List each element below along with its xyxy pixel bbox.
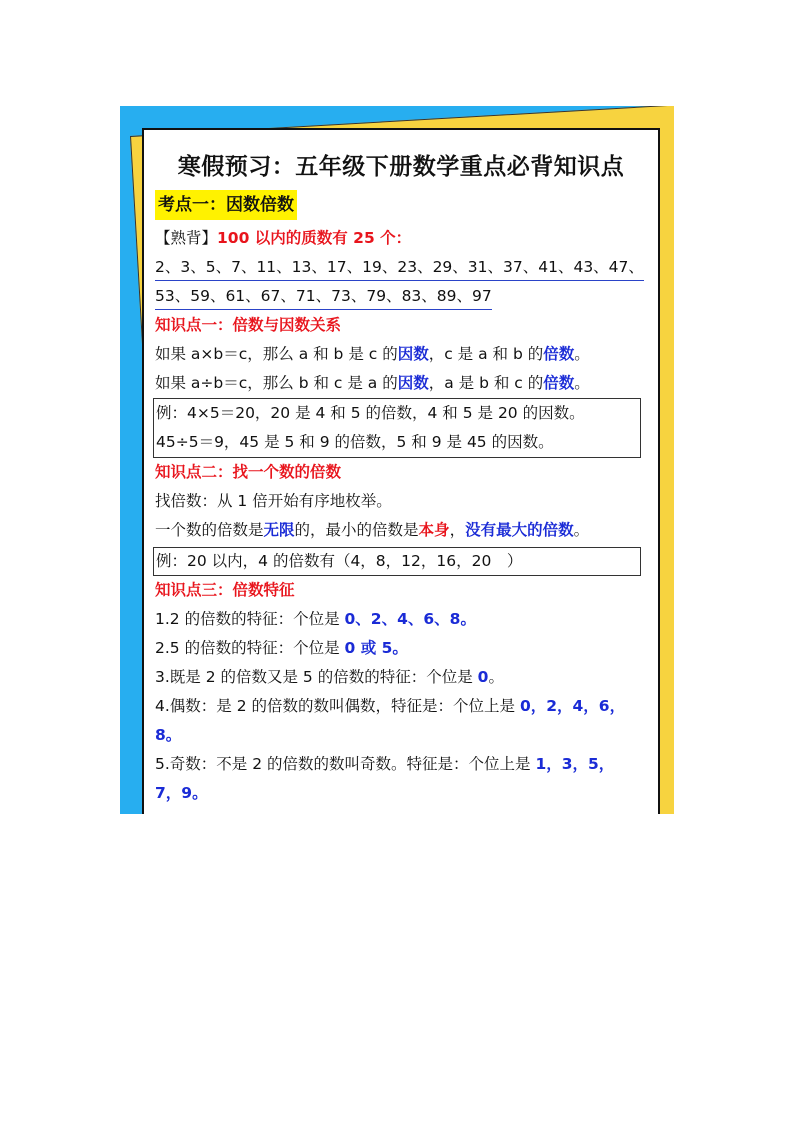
relation-1-text-2: ，c 是 a 和 b 的 xyxy=(428,345,544,363)
feature-5 xyxy=(155,750,649,779)
feature-2 xyxy=(155,634,649,663)
feature-5-digits: 1，3，5， xyxy=(535,755,615,773)
feature-4-digits-cont: 8。 xyxy=(155,726,182,744)
relation-1-multiple: 倍数 xyxy=(543,345,575,363)
section-heading: 考点一：因数倍数 xyxy=(155,190,297,220)
itself-keyword: 本身 xyxy=(418,521,450,539)
feature-4 xyxy=(155,692,649,721)
infinite-text-a: 一个数的倍数是 xyxy=(155,521,264,539)
infinite-line xyxy=(155,516,649,545)
feature-3-text: 3.既是 2 的倍数又是 5 的倍数的特征：个位是 xyxy=(155,668,478,686)
relation-2-factor: 因数 xyxy=(397,374,429,392)
feature-4-text: 4.偶数：是 2 的倍数的数叫偶数，特征是：个位上是 xyxy=(155,697,520,715)
feature-2-digits: 0 或 5。 xyxy=(344,639,408,657)
feature-5-cont xyxy=(155,779,649,808)
feature-5-digits-cont: 7，9。 xyxy=(155,784,208,802)
feature-3 xyxy=(155,663,649,692)
page-title: 寒假预习：五年级下册数学重点必背知识点 xyxy=(177,153,625,180)
example-box-2: 例：20 以内，4 的倍数有（4，8，12，16，20 ） xyxy=(153,547,641,576)
relation-1-factor: 因数 xyxy=(397,345,429,363)
relation-line-1 xyxy=(155,340,649,369)
relation-1-text: 如果 a×b＝c，那么 a 和 b 是 c 的 xyxy=(155,345,398,363)
feature-1-text: 1.2 的倍数的特征：个位是 xyxy=(155,610,345,628)
feature-1-digits: 0、2、4、6、8。 xyxy=(344,610,476,628)
content-card xyxy=(142,128,660,814)
no-largest-keyword: 没有最大的倍数 xyxy=(465,521,574,539)
example-1-line-1: 例：4×5＝20，20 是 4 和 5 的倍数，4 和 5 是 20 的因数。 xyxy=(156,404,585,422)
content-body xyxy=(155,188,649,808)
primes-line-2: 53、59、61、67、71、73、79、83、89、97 xyxy=(155,283,492,310)
relation-line-2 xyxy=(155,369,649,398)
infinite-text-g: 。 xyxy=(573,521,590,539)
relation-2-text-2: ，a 是 b 和 c 的 xyxy=(428,374,544,392)
find-multiples-text: 找倍数：从 1 倍开始有序地枚举。 xyxy=(155,492,392,510)
feature-3-digit: 0 xyxy=(477,668,489,686)
infinite-text-c: 的，最小的倍数是 xyxy=(294,521,419,539)
feature-4-digits: 0，2，4，6， xyxy=(519,697,626,715)
example-box-1 xyxy=(153,398,641,458)
feature-5-text: 5.奇数：不是 2 的倍数的数叫奇数。特征是：个位上是 xyxy=(155,755,536,773)
feature-4-cont xyxy=(155,721,649,750)
knowledge-point-1-heading: 知识点一：倍数与因数关系 xyxy=(155,316,342,334)
relation-2-text: 如果 a÷b＝c，那么 b 和 c 是 a 的 xyxy=(155,374,398,392)
relation-1-end: 。 xyxy=(574,345,590,363)
example-1-line-2: 45÷5＝9，45 是 5 和 9 的倍数，5 和 9 是 45 的因数。 xyxy=(156,433,554,451)
primes-line-1: 2、3、5、7、11、13、17、19、23、29、31、37、41、43、47、 xyxy=(155,254,644,281)
relation-2-end: 。 xyxy=(574,374,590,392)
feature-1 xyxy=(155,605,649,634)
infinite-keyword: 无限 xyxy=(263,521,295,539)
infinite-text-e: ， xyxy=(449,521,466,539)
knowledge-point-3-heading: 知识点三：倍数特征 xyxy=(155,581,295,599)
relation-2-multiple: 倍数 xyxy=(543,374,575,392)
memorize-text: 100 以内的质数有 25 个： xyxy=(217,229,412,247)
memorize-prefix: 【熟背】 xyxy=(155,229,218,247)
feature-2-text: 2.5 的倍数的特征：个位是 xyxy=(155,639,345,657)
feature-3-end: 。 xyxy=(488,668,504,686)
knowledge-point-2-heading: 知识点二：找一个数的倍数 xyxy=(155,463,342,481)
document-frame xyxy=(120,106,674,814)
